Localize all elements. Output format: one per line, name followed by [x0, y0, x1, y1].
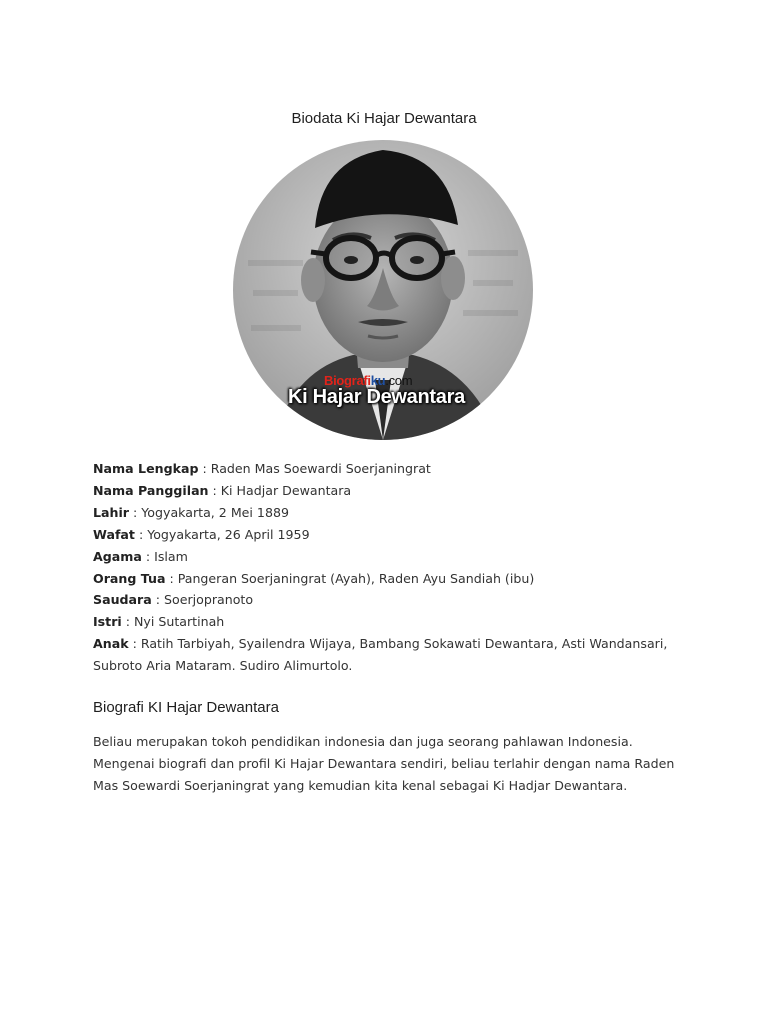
bio-row-anak [93, 633, 683, 677]
bio-value: Raden Mas Soewardi Soerjaningrat [210, 461, 431, 476]
watermark-part-2: ku [370, 373, 386, 388]
bio-separator: : [128, 636, 141, 652]
bio-value: Soerjopranoto [164, 592, 254, 608]
bio-label: Wafat [93, 526, 135, 542]
section-heading: Biografi KI Hajar Dewantara [93, 699, 279, 716]
page-title: Biodata Ki Hajar Dewantara [291, 110, 477, 127]
bio-value: Islam [154, 548, 188, 564]
bio-value: Pangeran Soerjaningrat (Ayah), Raden Ayu Sandiah (ibu) [177, 570, 535, 586]
bio-row-istri [93, 611, 683, 633]
bio-value: Ki Hadjar Dewantara [220, 482, 352, 498]
bio-row-lahir [93, 502, 683, 524]
bio-value: Nyi Sutartinah [133, 614, 225, 630]
bio-label: Saudara [93, 592, 152, 608]
bio-label: Agama [93, 548, 142, 564]
bio-row-wafat [93, 524, 683, 546]
bio-label: Nama Panggilan [93, 482, 209, 498]
bio-label: Nama Lengkap [93, 461, 199, 476]
bio-row-orang-tua [93, 568, 683, 590]
bio-separator: : [165, 570, 178, 586]
bio-label: Lahir [93, 504, 130, 520]
bio-separator: : [208, 482, 221, 498]
portrait-caption: Ki Hajar Dewantara [288, 386, 465, 408]
bio-label: Orang Tua [93, 570, 166, 586]
bio-label: Istri [93, 614, 122, 630]
bio-value: Yogyakarta, 2 Mei 1889 [141, 504, 289, 520]
biography-paragraph: Beliau merupakan tokoh pendidikan indonesia dan juga seorang pahlawan Indonesia. Mengenai biografi dan profil Ki Hajar Dewantara sendiri, beliau terlahir dengan nama Raden Mas Soewardi Soerjaningrat yang kemudian kita kenal sebagai Ki Hadjar Dewantara. [93, 734, 675, 793]
bio-separator: : [129, 504, 142, 520]
bio-separator: : [151, 592, 165, 608]
bio-separator: : [198, 461, 211, 476]
bio-separator: : [121, 614, 134, 630]
bio-separator: : [141, 548, 155, 564]
watermark-part-3: .com [385, 373, 413, 388]
bio-value: Ratih Tarbiyah, Syailendra Wijaya, Bambang Sokawati Dewantara, Asti Wandansari, Subroto Aria Mataram. Sudiro Alimurtolo. [93, 636, 668, 674]
biodata-list [93, 458, 683, 677]
bio-separator: : [134, 526, 148, 542]
bio-value: Yogyakarta, 26 April 1959 [147, 526, 310, 542]
bio-row-saudara [93, 589, 683, 611]
bio-row-nama-panggilan [93, 480, 683, 502]
bio-row-agama [93, 546, 683, 568]
bio-row-nama-lengkap [93, 458, 683, 480]
watermark-part-1: Biografi [324, 373, 371, 388]
bio-label: Anak [93, 636, 129, 652]
